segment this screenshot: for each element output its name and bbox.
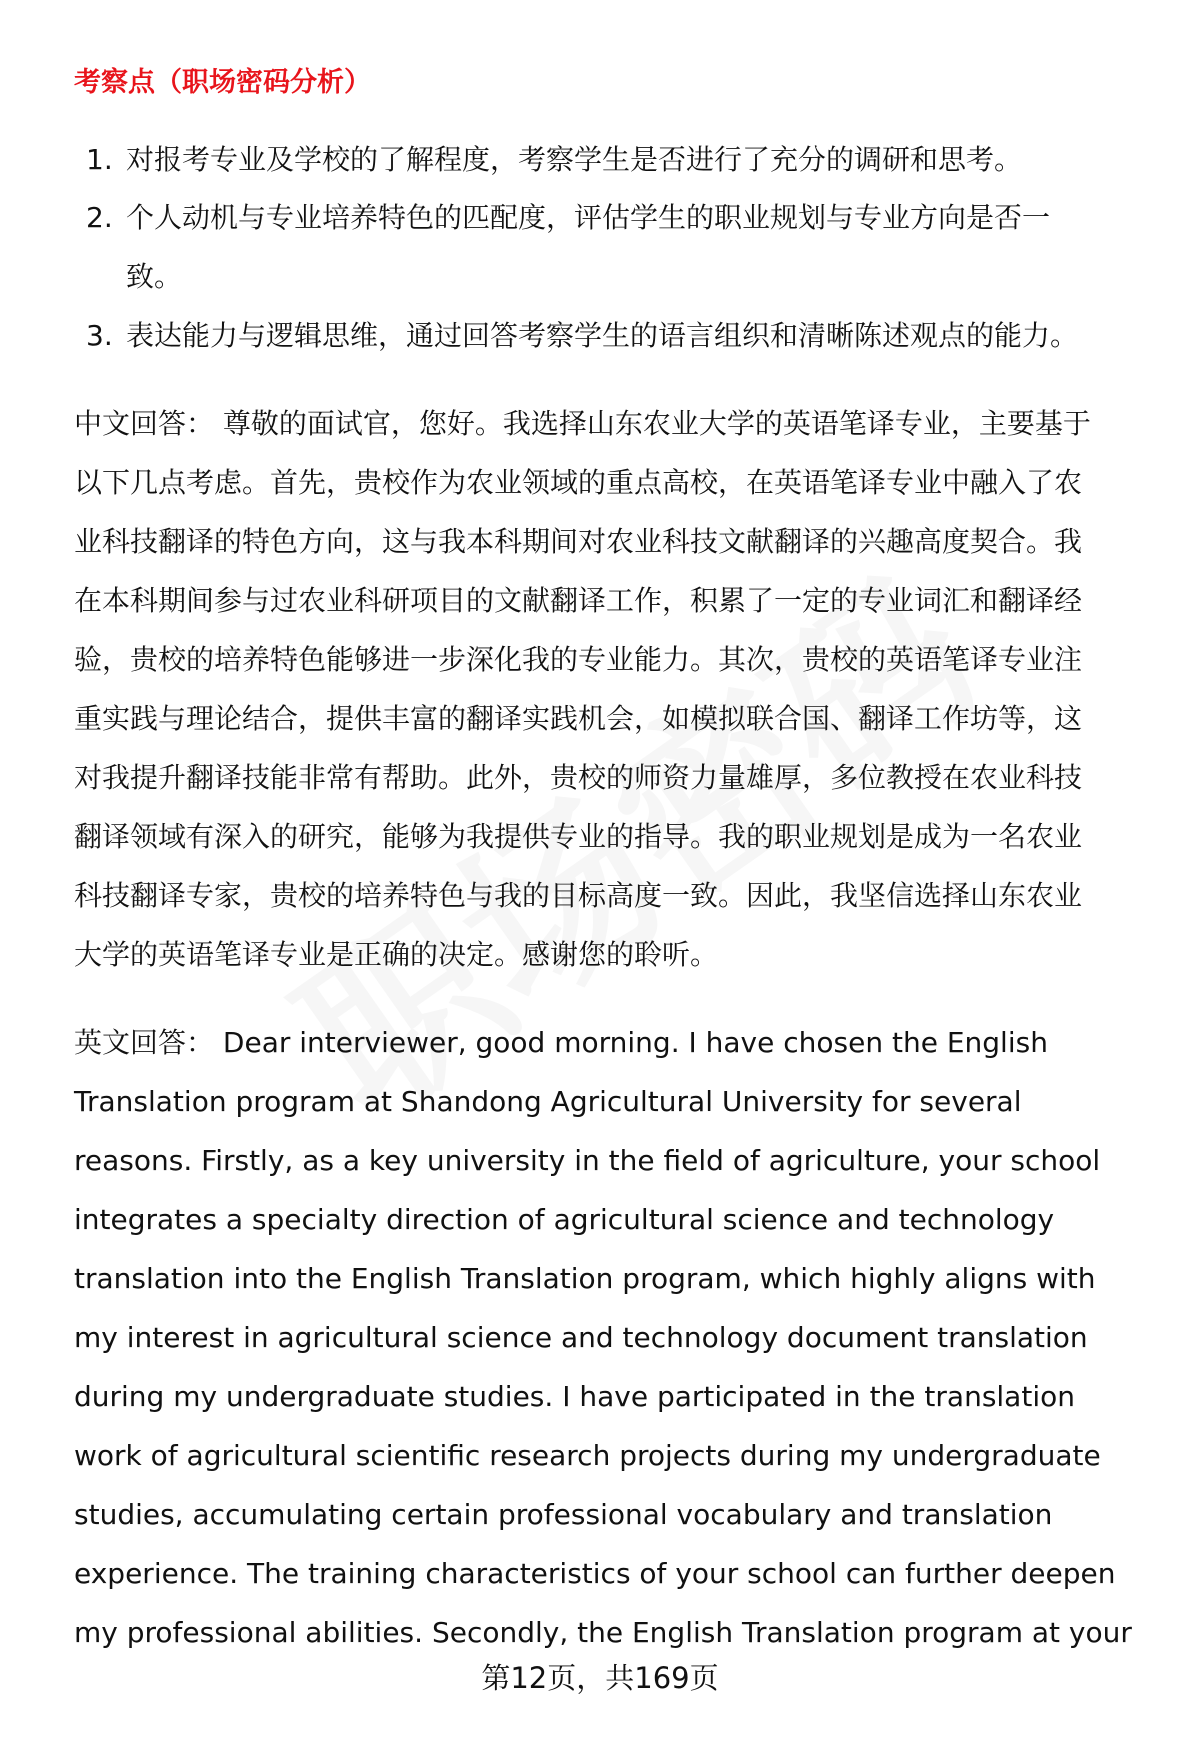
paragraph-line: 重实践与理论结合，提供丰富的翻译实践机会，如模拟联合国、翻译工作坊等，这 [74, 702, 1083, 735]
paragraph-line: my professional abilities. Secondly, the English Translation program at your [74, 1616, 1132, 1649]
section-heading: 考察点（职场密码分析） [74, 67, 371, 98]
paragraph-line: my interest in agricultural science and technology document translation [74, 1321, 1088, 1354]
list-item-text: 个人动机与专业培养特色的匹配度，评估学生的职业规划与专业方向是否一 [126, 201, 1051, 234]
list-number: 1. [86, 143, 113, 176]
paragraph-line: 以下几点考虑。首先，贵校作为农业领域的重点高校，在英语笔译专业中融入了农 [74, 466, 1083, 499]
paragraph-line: 英文回答： Dear interviewer, good morning. I have chosen the English [74, 1026, 1048, 1059]
paragraph-line: 大学的英语笔译专业是正确的决定。感谢您的聆听。 [74, 938, 719, 971]
list-item-text: 表达能力与逻辑思维，通过回答考察学生的语言组织和清晰陈述观点的能力。 [126, 319, 1079, 352]
paragraph-line: Translation program at Shandong Agricultural University for several [74, 1085, 1022, 1118]
paragraph-line: 对我提升翻译技能非常有帮助。此外，贵校的师资力量雄厚，多位教授在农业科技 [74, 761, 1083, 794]
paragraph-line: 翻译领域有深入的研究，能够为我提供专业的指导。我的职业规划是成为一名农业 [74, 820, 1083, 853]
paragraph-line: integrates a specialty direction of agricultural science and technology [74, 1203, 1055, 1236]
page-number: 第12页，共169页 [481, 1661, 719, 1695]
paragraph-line: translation into the English Translation program, which highly aligns with [74, 1262, 1096, 1295]
paragraph-line: 验，贵校的培养特色能够进一步深化我的专业能力。其次，贵校的英语笔译专业注 [74, 643, 1083, 676]
paragraph-line: during my undergraduate studies. I have participated in the translation [74, 1380, 1075, 1413]
paragraph-line: 科技翻译专家，贵校的培养特色与我的目标高度一致。因此，我坚信选择山东农业 [74, 879, 1083, 912]
list-number: 3. [86, 319, 113, 352]
list-number: 2. [86, 201, 113, 234]
paragraph-line: 在本科期间参与过农业科研项目的文献翻译工作，积累了一定的专业词汇和翻译经 [74, 584, 1083, 617]
paragraph-line: 业科技翻译的特色方向，这与我本科期间对农业科技文献翻译的兴趣高度契合。我 [74, 525, 1083, 558]
paragraph-line: experience. The training characteristics of your school can further deepen [74, 1557, 1116, 1590]
list-item-text: 致。 [126, 260, 183, 293]
paragraph-line: reasons. Firstly, as a key university in the field of agriculture, your school [74, 1144, 1101, 1177]
list-item-text: 对报考专业及学校的了解程度，考察学生是否进行了充分的调研和思考。 [126, 143, 1023, 176]
paragraph-line: studies, accumulating certain professional vocabulary and translation [74, 1498, 1053, 1531]
paragraph-line: work of agricultural scientific research projects during my undergraduate [74, 1439, 1101, 1472]
paragraph-line: 中文回答： 尊敬的面试官，您好。我选择山东农业大学的英语笔译专业，主要基于 [74, 407, 1091, 440]
